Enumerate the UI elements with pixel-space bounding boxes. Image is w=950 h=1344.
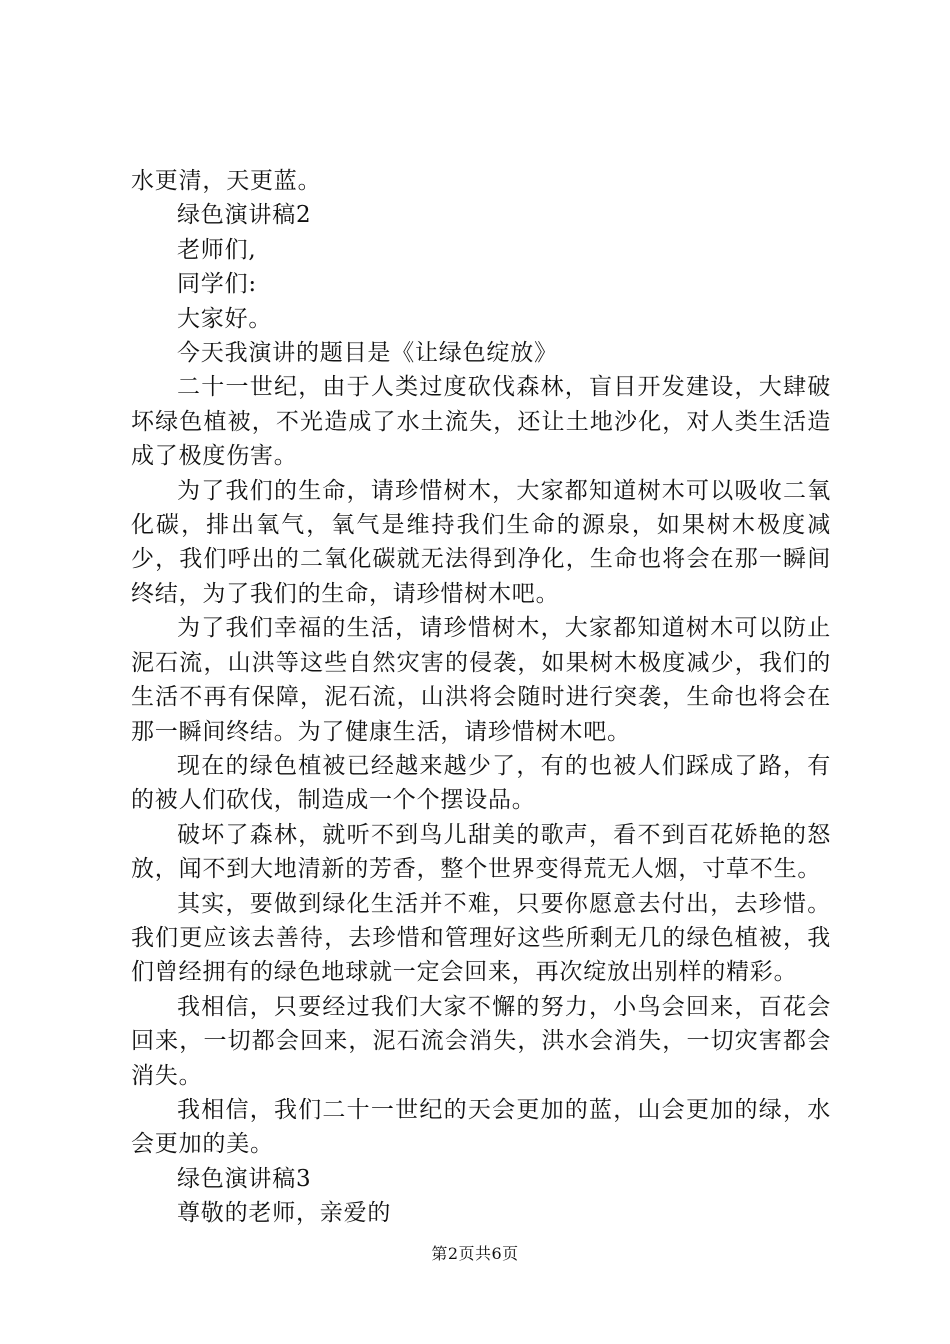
document-body — [131, 164, 831, 1231]
section-heading: 绿色演讲稿3 — [177, 1165, 312, 1192]
paragraph: 我相信，我们二十一世纪的天会更加的蓝，山会更加的绿，水会更加的美。 — [131, 1096, 831, 1158]
salutation-line: 同学们: — [177, 271, 257, 298]
section-heading: 绿色演讲稿2 — [177, 202, 312, 229]
salutation-line: 尊敬的老师，亲爱的 — [177, 1200, 392, 1227]
speech-title-line: 今天我演讲的题目是《让绿色绽放》 — [177, 340, 558, 367]
page-total: 共6页 — [475, 1244, 519, 1263]
paragraph: 为了我们幸福的生活，请珍惜树木，大家都知道树木可以防止泥石流，山洪等这些自然灾害的侵袭，如果树木极度减少，我们的生活不再有保障，泥石流，山洪将会随时进行突袭，生命也将会在那一瞬间终结。为了健康生活，请珍惜树木吧。 — [131, 615, 831, 745]
paragraph: 我相信，只要经过我们大家不懈的努力，小鸟会回来，百花会回来，一切都会回来，泥石流会消失，洪水会消失，一切灾害都会消失。 — [131, 993, 831, 1089]
paragraph: 其实，要做到绿化生活并不难，只要你愿意去付出，去珍惜。我们更应该去善待，去珍惜和管理好这些所剩无几的绿色植被，我们曾经拥有的绿色地球就一定会回来，再次绽放出别样的精彩。 — [131, 890, 831, 986]
paragraph: 水更清，天更蓝。 — [131, 168, 322, 194]
paragraph: 破坏了森林，就听不到鸟儿甜美的歌声，看不到百花娇艳的怒放，闻不到大地清新的芳香，整个世界变得荒无人烟，寸草不生。 — [131, 821, 831, 883]
page-footer — [0, 1244, 950, 1264]
paragraph: 现在的绿色植被已经越来越少了，有的也被人们踩成了路，有的被人们砍伐，制造成一个个摆设品。 — [131, 752, 831, 814]
paragraph: 为了我们的生命，请珍惜树木，大家都知道树木可以吸收二氧化碳，排出氧气，氧气是维持我们生命的源泉，如果树木极度减少，我们呼出的二氧化碳就无法得到净化，生命也将会在那一瞬间终结，为了我们的生命，请珍惜树木吧。 — [131, 477, 831, 607]
greeting-line: 大家好。 — [177, 305, 273, 332]
salutation-line: 老师们, — [177, 236, 257, 263]
paragraph: 二十一世纪，由于人类过度砍伐森林，盲目开发建设，大肆破坏绿色植被，不光造成了水土流失，还让土地沙化，对人类生活造成了极度伤害。 — [131, 374, 831, 470]
page-number: 第2页 — [431, 1244, 475, 1263]
